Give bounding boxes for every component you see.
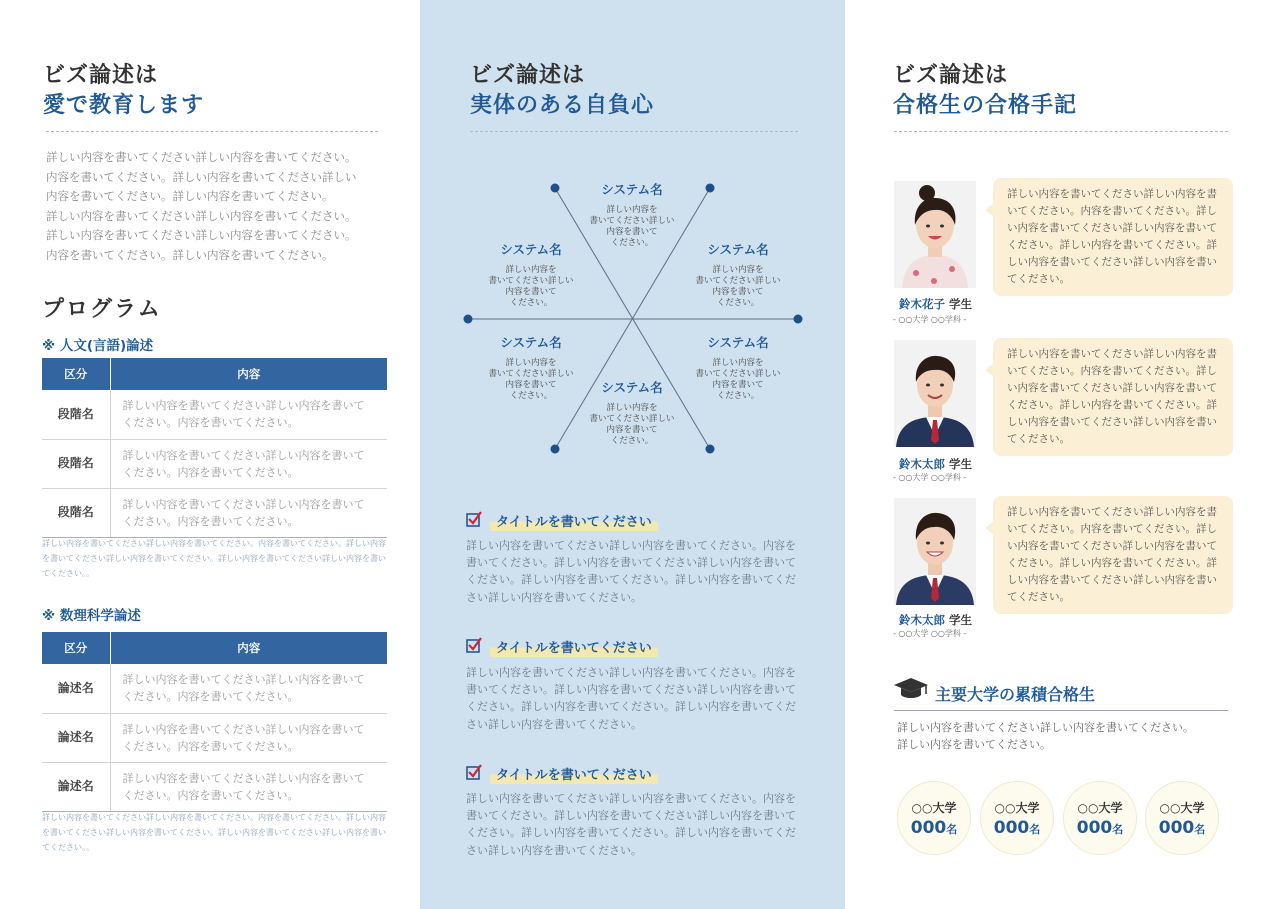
row-name: 段階名 xyxy=(42,439,110,488)
student-name-text: 鈴木太郎 xyxy=(899,613,945,627)
diagram-node xyxy=(551,445,560,454)
panel3-title-line2: 合格生の合格手記 xyxy=(893,93,1078,118)
system-desc: 内容を書いて xyxy=(505,287,557,297)
testimonial-bubble: 詳しい内容を書いてください詳しい内容を書いてください。内容を書いてください。詳しい内容を書いてください詳しい内容を書いてください。詳しい内容を書いてください。詳しい内容を書いてください詳しい内容を書いてください。 xyxy=(993,496,1233,614)
student-avatar xyxy=(894,181,976,288)
system-desc: 内容を書いて xyxy=(712,287,764,297)
table-row xyxy=(42,664,387,713)
university-badge xyxy=(1145,781,1219,855)
university-count: 000 xyxy=(993,818,1030,838)
system-desc: ください。 xyxy=(610,436,654,446)
university-badge xyxy=(980,781,1054,855)
system-title: システム名 xyxy=(500,242,562,257)
system-desc: 書いてください詳しい xyxy=(589,414,675,424)
system-title: システム名 xyxy=(601,380,663,395)
diagram-node xyxy=(706,184,715,193)
item-text: 詳しい内容を書いてください詳しい内容を書いてください。内容を書いてください。詳しい内容を書いてください詳しい内容を書いてください。詳しい内容を書いてください。詳しい内容を書いてください詳しい内容を書いてください。 xyxy=(466,792,796,857)
student-name-text: 鈴木花子 xyxy=(899,297,945,311)
system-desc: 書いてください詳しい xyxy=(488,276,574,286)
panel2-title-line2: 実体のある自負心 xyxy=(470,93,655,118)
col-header-content: 内容 xyxy=(110,632,387,664)
divider xyxy=(46,131,378,132)
panel1-title-line2: 愛で教育します xyxy=(43,93,205,118)
student-school: - ○○大学 ○○学科 - xyxy=(893,629,967,638)
student-avatar xyxy=(894,498,976,605)
student-photo xyxy=(894,498,976,605)
system-title: システム名 xyxy=(500,335,562,350)
system-diagram xyxy=(420,160,845,480)
system-desc: ください。 xyxy=(610,238,654,248)
system-desc: ください。 xyxy=(716,298,760,308)
student-name-text: 鈴木太郎 xyxy=(899,457,945,471)
student-avatar xyxy=(894,340,976,447)
diagram-node xyxy=(794,315,803,324)
university-unit: 名 xyxy=(1112,823,1124,836)
row-name: 論述名 xyxy=(42,762,110,811)
item-text: 詳しい内容を書いてください詳しい内容を書いてください。内容を書いてください。詳しい内容を書いてください詳しい内容を書いてください。詳しい内容を書いてください。詳しい内容を書いてください詳しい内容を書いてください。 xyxy=(466,539,796,604)
program-title: プログラム xyxy=(42,297,162,322)
panel-pride xyxy=(420,0,845,909)
item-title: タイトルを書いてください xyxy=(490,763,658,784)
panel1-title-line1: ビズ論述は xyxy=(43,63,159,88)
section2-heading: ※ 数理科学論述 xyxy=(42,608,141,624)
row-name: 段階名 xyxy=(42,488,110,537)
section1-note: 詳しい内容を書いてください詳しい内容を書いてください。内容を書いてください。詳しい内容を書いてください詳しい内容を書いてください。詳しい内容を書いてください詳しい内容を書いてください。。 xyxy=(42,539,386,578)
graduation-cap-icon xyxy=(893,677,929,701)
section2-note: 詳しい内容を書いてください詳しい内容を書いてください。内容を書いてください。詳しい内容を書いてください詳しい内容を書いてください。詳しい内容を書いてください詳しい内容を書いてください。。 xyxy=(42,813,386,852)
table-row xyxy=(42,762,387,811)
system-desc: 詳しい内容を xyxy=(712,265,764,275)
student-school: - ○○大学 ○○学科 - xyxy=(893,315,967,324)
panel-education xyxy=(0,0,420,909)
panel1-intro: 詳しい内容を書いてください詳しい内容を書いてください。 内容を書いてください。詳しい内容を書いてください詳しい 内容を書いてください。詳しい内容を書いてください。 詳しい内容を書いてください詳しい内容を書いてください。 詳しい内容を書いてください詳しい内容を書いてください。 内容を書いてください。詳しい内容を書いてください。 xyxy=(46,150,357,262)
system-desc: 内容を書いて xyxy=(606,227,658,237)
testimonial-bubble: 詳しい内容を書いてください詳しい内容を書いてください。内容を書いてください。詳しい内容を書いてください詳しい内容を書いてください。詳しい内容を書いてください。詳しい内容を書いてください詳しい内容を書いてください。 xyxy=(993,178,1233,296)
checkbox-checked-icon xyxy=(466,637,482,653)
section1-heading: ※ 人文(言語)論述 xyxy=(42,338,154,354)
university-count: 000 xyxy=(1158,818,1195,838)
system-title: システム名 xyxy=(707,242,769,257)
row-content: 詳しい内容を書いてください詳しい内容を書いてください。内容を書いてください。 xyxy=(110,664,387,713)
universities-text: 詳しい内容を書いてください詳しい内容を書いてください。 詳しい内容を書いてください。 xyxy=(897,721,1194,751)
university-count: 000 xyxy=(1076,818,1113,838)
system-title: システム名 xyxy=(707,335,769,350)
student-name xyxy=(899,612,972,628)
university-badge xyxy=(897,781,971,855)
table-row xyxy=(42,390,387,439)
system-desc: ください。 xyxy=(509,391,553,401)
table-row xyxy=(42,439,387,488)
system-title: システム名 xyxy=(601,182,663,197)
testimonial-bubble: 詳しい内容を書いてください詳しい内容を書いてください。内容を書いてください。詳しい内容を書いてください詳しい内容を書いてください。詳しい内容を書いてください。詳しい内容を書いてください詳しい内容を書いてください。 xyxy=(993,338,1233,456)
item-title: タイトルを書いてください xyxy=(490,510,658,531)
university-unit: 名 xyxy=(1029,823,1041,836)
col-header-category: 区分 xyxy=(42,632,110,664)
university-unit: 名 xyxy=(1194,823,1206,836)
system-desc: 詳しい内容を xyxy=(606,403,658,413)
divider xyxy=(470,131,798,132)
system-desc: 詳しい内容を xyxy=(712,358,764,368)
system-desc: ください。 xyxy=(509,298,553,308)
system-desc: 書いてください詳しい xyxy=(589,216,675,226)
item-title: タイトルを書いてください xyxy=(490,636,658,657)
checkbox-checked-icon xyxy=(466,511,482,527)
row-content: 詳しい内容を書いてください詳しい内容を書いてください。内容を書いてください。 xyxy=(110,488,387,537)
col-header-content: 内容 xyxy=(110,358,387,390)
university-name: ○○大学 xyxy=(911,801,957,815)
row-name: 論述名 xyxy=(42,713,110,762)
table-row xyxy=(42,713,387,762)
student-role: 学生 xyxy=(949,297,973,311)
row-name: 段階名 xyxy=(42,390,110,439)
student-school: - ○○大学 ○○学科 - xyxy=(893,473,967,482)
university-unit: 名 xyxy=(946,823,958,836)
student-photo xyxy=(894,181,976,288)
system-desc: 内容を書いて xyxy=(712,380,764,390)
row-content: 詳しい内容を書いてください詳しい内容を書いてください。内容を書いてください。 xyxy=(110,713,387,762)
diagram-node xyxy=(551,184,560,193)
row-content: 詳しい内容を書いてください詳しい内容を書いてください。内容を書いてください。 xyxy=(110,762,387,811)
panel3-title-line1: ビズ論述は xyxy=(893,63,1009,88)
section2-table xyxy=(42,632,387,812)
student-role: 学生 xyxy=(949,457,973,471)
system-desc: 内容を書いて xyxy=(606,425,658,435)
diagram-node xyxy=(464,315,473,324)
university-badge xyxy=(1063,781,1137,855)
system-desc: 書いてください詳しい xyxy=(695,276,781,286)
system-desc: 書いてください詳しい xyxy=(695,369,781,379)
row-name: 論述名 xyxy=(42,664,110,713)
system-desc: 書いてください詳しい xyxy=(488,369,574,379)
row-content: 詳しい内容を書いてください詳しい内容を書いてください。内容を書いてください。 xyxy=(110,390,387,439)
divider xyxy=(894,131,1228,132)
university-name: ○○大学 xyxy=(1077,801,1123,815)
universities-heading: 主要大学の累積合格生 xyxy=(935,685,1096,704)
student-role: 学生 xyxy=(949,613,973,627)
item-text: 詳しい内容を書いてください詳しい内容を書いてください。内容を書いてください。詳しい内容を書いてください詳しい内容を書いてください。詳しい内容を書いてください。詳しい内容を書いてください詳しい内容を書いてください。 xyxy=(466,666,796,731)
university-name: ○○大学 xyxy=(994,801,1040,815)
student-name xyxy=(899,296,972,312)
diagram-node xyxy=(706,445,715,454)
system-desc: 詳しい内容を xyxy=(606,205,658,215)
system-desc: 詳しい内容を xyxy=(505,265,557,275)
col-header-category: 区分 xyxy=(42,358,110,390)
university-name: ○○大学 xyxy=(1159,801,1205,815)
student-name xyxy=(899,456,972,472)
table-row xyxy=(42,488,387,537)
student-photo xyxy=(894,340,976,447)
system-desc: 内容を書いて xyxy=(505,380,557,390)
university-count: 000 xyxy=(910,818,947,838)
row-content: 詳しい内容を書いてください詳しい内容を書いてください。内容を書いてください。 xyxy=(110,439,387,488)
section1-table xyxy=(42,358,387,538)
system-desc: 詳しい内容を xyxy=(505,358,557,368)
panel-testimonials xyxy=(845,0,1280,909)
checkbox-checked-icon xyxy=(466,764,482,780)
divider xyxy=(894,710,1228,711)
system-desc: ください。 xyxy=(716,391,760,401)
panel2-title-line1: ビズ論述は xyxy=(470,63,586,88)
